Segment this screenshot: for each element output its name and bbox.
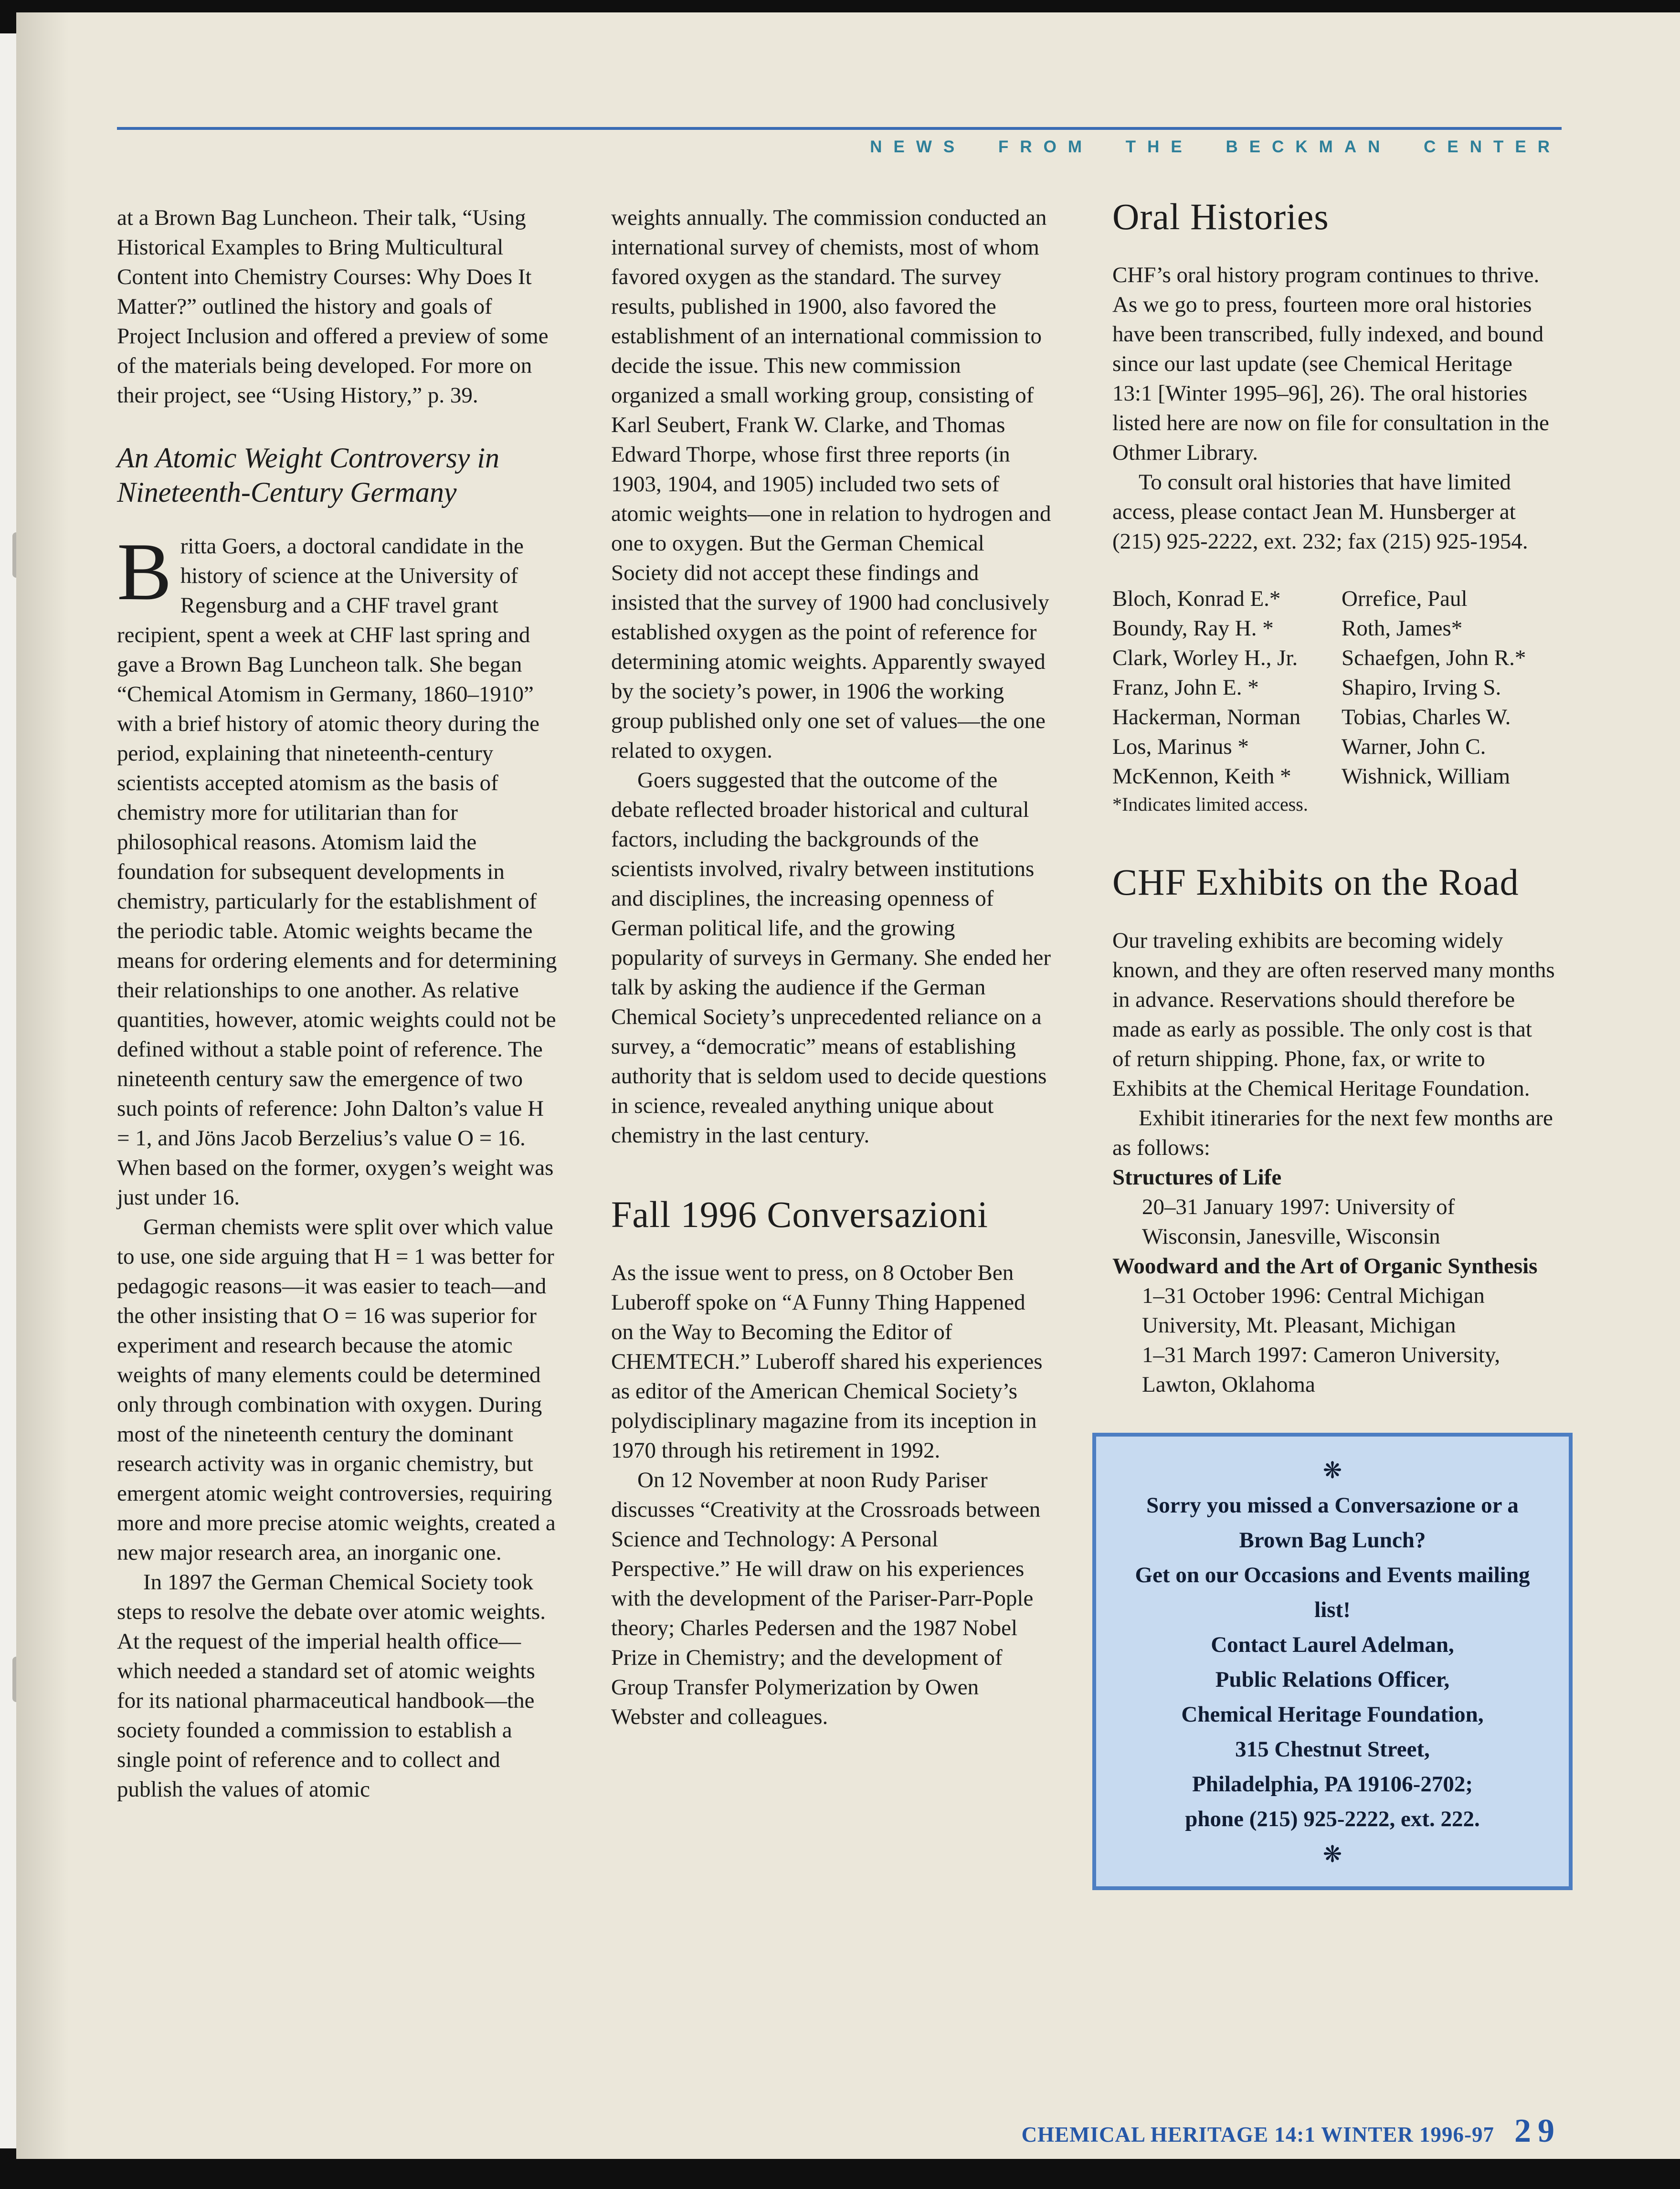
callout-line: phone (215) 925-2222, ext. 222. xyxy=(1185,1807,1480,1831)
mailing-list-callout-box xyxy=(1092,1433,1573,1890)
snowflake-ornament-icon: ❋ xyxy=(1322,1457,1342,1484)
scan-page-edge xyxy=(0,33,16,2148)
paragraph: German chemists were split over which value to use, one side arguing that H = 1 was better for pedagogic reasons—it was easier to teach—and the other insisting that O = 16 was superior for experiment and research because the atomic weights of many elements could be determined only through combination with oxygen. During most of the nineteenth century the dominant research activity was in organic chemistry, but emergent atomic weight controversies, requiring more and more precise atomic weights, created a new major research area, an inorganic one. xyxy=(117,1215,556,1565)
paragraph: As the issue went to press, on 8 October Ben Luberoff spoke on “A Funny Thing Happened on the Way to Becoming the Editor of CHEMTECH.” Luberoff shared his experiences as editor of the American Chemical Society’s polydisciplinary magazine from its inception in 1970 through his retirement in 1992. xyxy=(611,1260,1043,1463)
callout-line: 315 Chestnut Street, xyxy=(1235,1737,1430,1762)
name-entry: Hackerman, Norman xyxy=(1112,705,1301,730)
name-entry: Franz, John E. * xyxy=(1112,675,1259,700)
header-rule xyxy=(117,127,1562,130)
journal-issue-label: CHEMICAL HERITAGE 14:1 WINTER 1996-97 xyxy=(1021,2123,1494,2147)
page-number: 29 xyxy=(1514,2113,1561,2149)
exhibit-date: 20–31 January 1997: University of Wisconsin, Janesville, Wisconsin xyxy=(1142,1195,1455,1249)
paragraph-with-dropcap xyxy=(117,527,557,1212)
exhibit-title: Woodward and the Art of Organic Synthesis xyxy=(1112,1254,1538,1279)
name-entry: Warner, John C. xyxy=(1342,734,1486,759)
paragraph: On 12 November at noon Rudy Pariser discusses “Creativity at the Crossroads between Science and Technology: A Personal Perspective.” He will draw on his experiences with the development of the Pariser-Parr-Pople theory; Charles Pedersen and the 1987 Nobel Prize in Chemistry; and the development of Group Transfer Polymerization by Owen Webster and colleagues. xyxy=(611,1468,1041,1729)
exhibit-itinerary xyxy=(1112,1163,1555,1399)
name-entry: Shapiro, Irving S. xyxy=(1342,675,1501,700)
oral-history-name-list xyxy=(1112,584,1555,791)
paragraph: CHF’s oral history program continues to thrive. As we go to press, fourteen more oral histories have been transcribed, fully indexed, and bound since our last update (see Chemical Heritage 13:1 [Winter 1995–96], 26). The oral histories listed here are now on file for consultation in the Othmer Library. xyxy=(1112,263,1549,465)
callout-line: Get on our Occasions and Events mailing list! xyxy=(1135,1563,1530,1622)
callout-line: Contact Laurel Adelman, xyxy=(1211,1632,1454,1657)
exhibit-date: 1–31 October 1996: Central Michigan University, Mt. Pleasant, Michigan xyxy=(1142,1283,1485,1338)
paragraph: In 1897 the German Chemical Society took steps to resolve the debate over atomic weights. At the request of the imperial health office—which needed a standard set of atomic weights for its national pharmaceutical handbook—the society founded a commission to establish a single point of reference and to collect and publish the values of atomic xyxy=(117,1570,546,1802)
callout-line: Sorry you missed a Conversazione or a Brown Bag Lunch? xyxy=(1146,1493,1519,1553)
magazine-page xyxy=(16,12,1680,2159)
exhibit-date: 1–31 March 1997: Cameron University, Lawton, Oklahoma xyxy=(1142,1343,1500,1397)
name-entry: Orrefice, Paul xyxy=(1342,586,1468,611)
exhibit-title: Structures of Life xyxy=(1112,1165,1282,1190)
paragraph: Goers suggested that the outcome of the debate reflected broader historical and cultural factors, including the backgrounds of the scientists involved, rivalry between institutions and disciplines, the increasing openness of German political life, and the growing popularity of surveys in Germany. She ended her talk by asking the audience if the German Chemical Society’s unprecedented reliance on a survey, a “democratic” means of establishing authority that is seldom used to decide questions in science, revealed anything unique about chemistry in the last century. xyxy=(611,768,1051,1148)
name-entry: Bloch, Konrad E.* xyxy=(1112,586,1281,611)
column-2 xyxy=(611,203,1051,1732)
name-entry: Roth, James* xyxy=(1342,616,1463,641)
limited-access-footnote: *Indicates limited access. xyxy=(1112,793,1308,815)
section-kicker: NEWS FROM THE BECKMAN CENTER xyxy=(870,137,1561,156)
name-entry: Clark, Worley H., Jr. xyxy=(1112,645,1298,670)
section-heading-oral-histories: Oral Histories xyxy=(1112,196,1329,237)
article-title: An Atomic Weight Controversy in Nineteenth-Century Germany xyxy=(117,442,500,508)
name-entry: McKennon, Keith * xyxy=(1112,764,1291,789)
name-entry: Tobias, Charles W. xyxy=(1342,705,1511,730)
callout-line: Public Relations Officer, xyxy=(1215,1667,1450,1692)
column-1 xyxy=(117,203,557,1804)
paragraph: Exhibit itineraries for the next few months are as follows: xyxy=(1112,1106,1553,1160)
name-entry: Los, Marinus * xyxy=(1112,734,1249,759)
page-footer xyxy=(1022,2112,1561,2150)
paragraph: Our traveling exhibits are becoming widely known, and they are often reserved many months in advance. Reservations should therefore be made as early as possible. The only cost is that of return shipping. Phone, fax, or write to Exhibits at the Chemical Heritage Foundation. xyxy=(1112,928,1555,1101)
callout-line: Chemical Heritage Foundation, xyxy=(1181,1702,1484,1727)
paragraph: To consult oral histories that have limited access, please contact Jean M. Hunsberger at (215) 925-2222, ext. 232; fax (215) 925-1954. xyxy=(1112,470,1528,554)
section-heading-exhibits: CHF Exhibits on the Road xyxy=(1112,861,1519,903)
callout-line: Philadelphia, PA 19106-2702; xyxy=(1192,1772,1473,1797)
section-heading-conversazioni: Fall 1996 Conversazioni xyxy=(611,1194,988,1235)
paragraph: weights annually. The commission conducted an international survey of chemists, most of whom favored oxygen as the standard. The survey results, published in 1900, also favored the establishment of an international commission to decide the issue. This new commission organized a small working group, consisting of Karl Seubert, Frank W. Clarke, and Thomas Edward Thorpe, whose first three reports (in 1903, 1904, and 1905) included two sets of atomic weights—one in relation to hydrogen and one to oxygen. But the German Chemical Society did not accept these findings and insisted that the survey of 1900 had conclusively established oxygen as the point of reference for determining atomic weights. Apparently swayed by the society’s power, in 1906 the working group published only one set of values—the one related to oxygen. xyxy=(611,205,1051,763)
drop-cap: B xyxy=(117,527,172,617)
name-entry: Schaefgen, John R.* xyxy=(1342,645,1526,670)
name-entry: Boundy, Ray H. * xyxy=(1112,616,1274,641)
name-entry: Wishnick, William xyxy=(1342,764,1511,789)
column-3 xyxy=(1112,196,1555,1890)
paragraph: at a Brown Bag Luncheon. Their talk, “Using Historical Examples to Bring Multicultural Content into Chemistry Courses: Why Does It Matter?” outlined the history and goals of Project Inclusion and offered a preview of some of the materials being developed. For more on their project, see “Using History,” p. 39. xyxy=(117,205,549,408)
paragraph-text: ritta Goers, a doctoral candidate in the history of science at the University of Regensburg and a CHF travel grant recipient, spent a week at CHF last spring and gave a Brown Bag Luncheon talk. She began “Chemical Atomism in Germany, 1860–1910” with a brief history of atomic theory during the period, explaining that nineteenth-century scientists accepted atomism as the basis of chemistry more for utilitarian than for philosophical reasons. Atomism laid the foundation for subsequent developments in chemistry, particularly for the establishment of the periodic table. Atomic weights became the means for ordering elements and for determining their relationships to one another. As relative quantities, however, atomic weights could not be defined without a stable point of reference. The nineteenth century saw the emergence of two such points of reference: John Dalton’s value H = 1, and Jöns Jacob Berzelius’s value O = 16. When based on the former, oxygen’s weight was just under 16. xyxy=(117,534,557,1210)
snowflake-ornament-icon: ❋ xyxy=(1322,1841,1342,1868)
